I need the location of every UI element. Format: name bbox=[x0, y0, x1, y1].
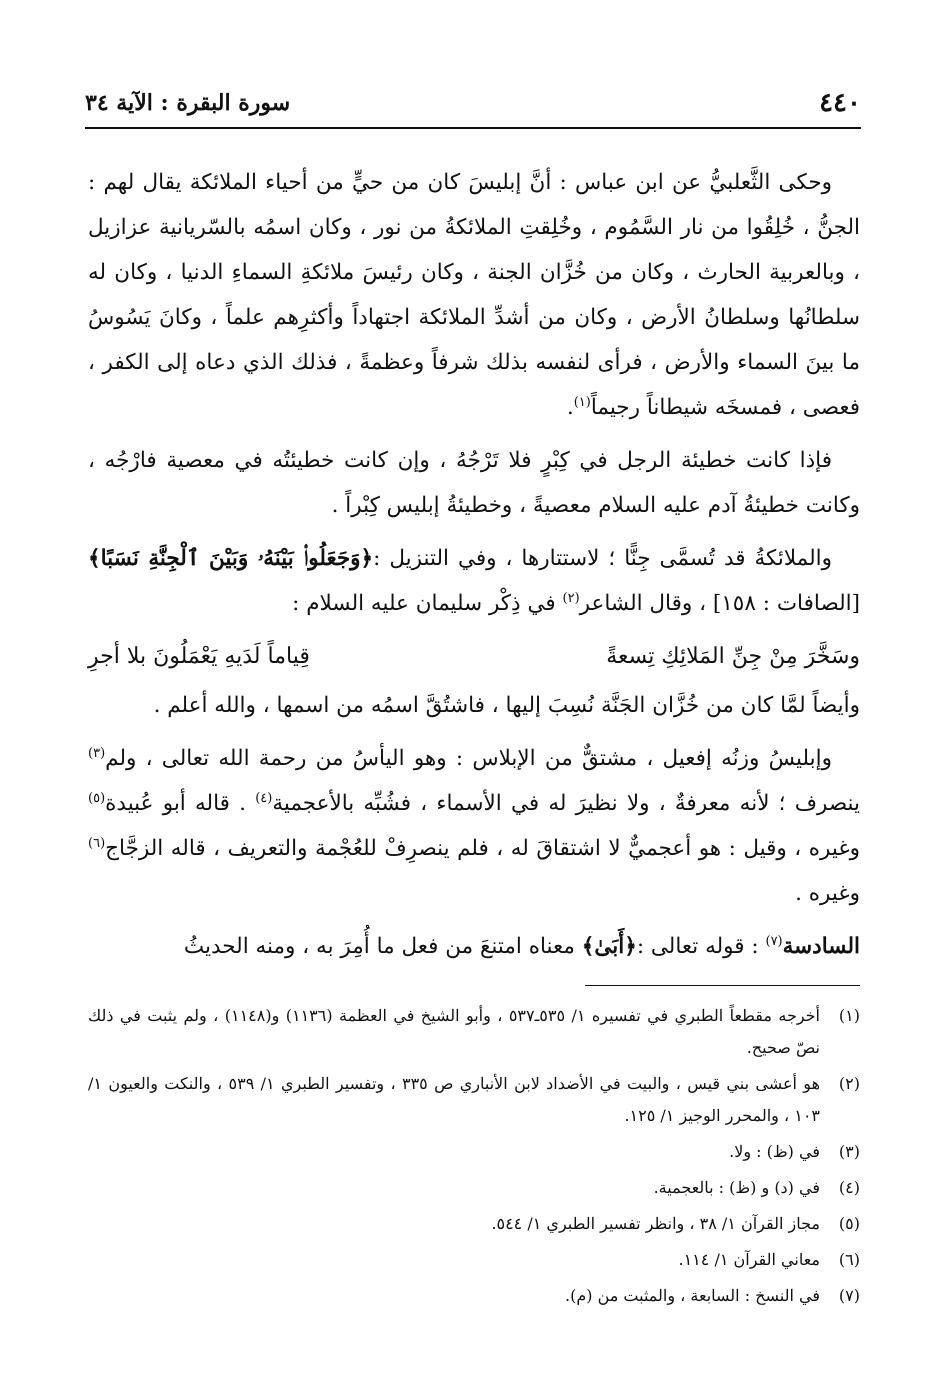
poetry-verse bbox=[88, 634, 860, 679]
verse-first-hemistich: وسَخَّرَ مِنْ جِنِّ المَلائِكِ تِسعةً bbox=[606, 644, 860, 669]
paragraph-text: ينصرف ؛ لأنه معرفةٌ ، ولا نظيرَ له في الأسماء ، فشُبِّه بالأعجمية bbox=[272, 791, 860, 816]
footnote bbox=[88, 1280, 860, 1312]
paragraph-angels-jinn bbox=[88, 536, 860, 626]
running-title: سورة البقرة : الآية ٣٤ bbox=[85, 90, 291, 116]
footnote bbox=[88, 1208, 860, 1240]
footnote-ref: (٤) bbox=[255, 790, 273, 806]
footnote-text: في (د) و (ظ) : بالعجمية. bbox=[653, 1178, 820, 1197]
paragraph-text: وإبليسُ وزنُه إفعيل ، مشتقٌّ من الإبلاس : وهو اليأسُ من رحمة الله تعالى ، ولم bbox=[105, 746, 832, 771]
paragraph-iblis-origin bbox=[88, 160, 860, 430]
footnote-number: (١) bbox=[838, 1006, 860, 1025]
footnote-text: هو أعشى بني قيس ، والبيت في الأضداد لابن الأنباري ص ٣٣٥ ، وتفسير الطبري ١/ ٥٣٩ ، والنكت والعيون ١/ ١٠٣ ، والمحرر الوجيز ١/ ١٢٥. bbox=[88, 1074, 821, 1125]
paragraph-sixth bbox=[88, 924, 860, 969]
paragraph-text: وغيره . bbox=[795, 881, 860, 906]
footnote bbox=[88, 1172, 860, 1204]
verse-second-hemistich: قِياماً لَدَيهِ يَعْمَلُونَ بلا أجرِ bbox=[88, 644, 310, 669]
footnote-separator bbox=[585, 985, 860, 986]
paragraph-text: [الصافات : ١٥٨] ، وقال الشاعر bbox=[579, 591, 860, 616]
quran-quote: ﴿وَجَعَلُوا۟ بَيْنَهُۥ وَبَيْنَ ٱلْجِنَّةِ نَسَبًا﴾ bbox=[88, 546, 374, 571]
footnote-text: مجاز القرآن ١/ ٣٨ ، وانظر تفسير الطبري ١/ ٥٤٤. bbox=[491, 1214, 820, 1233]
footnote-ref: (٥) bbox=[88, 790, 106, 806]
footnotes bbox=[88, 1000, 860, 1316]
footnote-number: (٤) bbox=[838, 1178, 860, 1197]
paragraph-text: والملائكةُ قد تُسمَّى جِنًّا ؛ لاستتارها ، وفي التنزيل : bbox=[373, 546, 833, 571]
paragraph-end: . bbox=[566, 395, 574, 420]
quran-quote: ﴿أَبَىٰ﴾ bbox=[581, 934, 637, 959]
footnote-number: (٧) bbox=[838, 1286, 860, 1305]
paragraph-text: في ذِكْر سليمان عليه السلام : bbox=[292, 591, 563, 616]
footnote-ref: (٦) bbox=[88, 835, 106, 851]
footnote-text: معاني القرآن ١/ ١١٤. bbox=[678, 1250, 820, 1269]
footnote-number: (٢) bbox=[838, 1074, 860, 1093]
footnote-number: (٥) bbox=[838, 1214, 860, 1233]
paragraph-text: : قوله تعالى : bbox=[636, 934, 766, 959]
footnote-text: في النسخ : السابعة ، والمثبت من (م). bbox=[565, 1286, 820, 1305]
footnote bbox=[88, 1136, 860, 1168]
footnote bbox=[88, 1000, 860, 1064]
section-lead: السادسة bbox=[782, 934, 860, 959]
paragraph-text: . قاله أبو عُبيدة bbox=[105, 791, 256, 816]
footnote-ref: (٢) bbox=[562, 590, 580, 606]
paragraph-also: وأيضاً لمَّا كان من خُزَّان الجَنَّة نُسِبَ إليها ، فاشتُقَّ اسمُه من اسمها ، والله أعلم . bbox=[153, 693, 860, 718]
main-text bbox=[88, 160, 860, 977]
footnote bbox=[88, 1068, 860, 1132]
footnote-number: (٦) bbox=[838, 1250, 860, 1269]
footnote-ref: (١) bbox=[573, 394, 591, 410]
page-header bbox=[85, 88, 861, 124]
page-number: ٤٤٠ bbox=[819, 88, 861, 118]
paragraph-etymology bbox=[88, 736, 860, 916]
footnote-number: (٣) bbox=[838, 1142, 860, 1161]
footnote bbox=[88, 1244, 860, 1276]
footnote-text: أخرجه مقطعاً الطبري في تفسيره ١/ ٥٣٥ـ٥٣٧ ، وأبو الشيخ في العظمة (١١٣٦) و(١١٤٨) ، ولم يثبت في ذلك نصّ صحيح. bbox=[88, 1006, 821, 1057]
paragraph-text: وحكى الثَّعلبيُّ عن ابن عباس : أنَّ إبليسَ كان من حيٍّ من أحياء الملائكة يقال لهم : الجنُّ ، خُلِقُوا من نار السَّمُوم ، وخُلِقتِ الملائكةُ من نور ، وكان اسمُه بالسّريانية عزازيل ، وبالعربية الحارث ، وكان من خُزَّان الجنة ، وكان رئيسَ ملائكةِ السماءِ الدنيا ، وكان له سلطانُها وسلطانُ الأرض ، وكان من أشدِّ الملائكة اجتهاداً وأكثرِهم علماً ، وكانَ يَسُوسُ ما بينَ السماء والأرض ، فرأى لنفسه بذلك شرفاً وعظمةً ، فذلك الذي دعاه إلى الكفر ، فعصى ، فمسخَه شيطاناً رجيماً bbox=[88, 170, 860, 420]
footnote-ref: (٧) bbox=[765, 933, 783, 949]
footnote-text: في (ظ) : ولا. bbox=[729, 1142, 820, 1161]
footnote-ref: (٣) bbox=[88, 745, 106, 761]
header-rule bbox=[85, 127, 861, 129]
paragraph-text: معناه امتنعَ من فعل ما أُمِرَ به ، ومنه الحديثُ bbox=[183, 934, 582, 959]
paragraph-sin: فإذا كانت خطيئة الرجل في كِبْرٍ فلا تَرْجُهُ ، وإن كانت خطيئتُه في معصية فارْجُه ، وكانت خطيئةُ آدم عليه السلام معصيةً ، وخطيئةُ إبليس كِبْراً . bbox=[88, 448, 860, 518]
paragraph-text: وغيره ، وقيل : هو أعجميٌّ لا اشتقاقَ له ، فلم ينصرِفْ للعُجْمة والتعريف ، قاله الزجَّاج bbox=[105, 836, 860, 861]
